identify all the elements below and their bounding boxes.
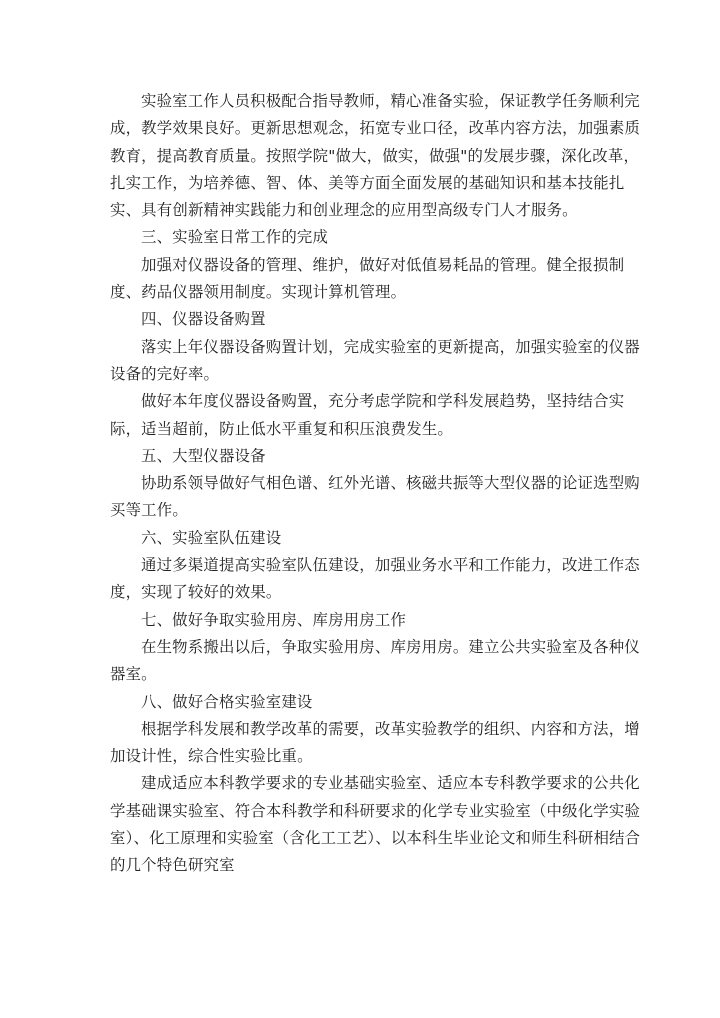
paragraph (110, 252, 625, 307)
paragraph (110, 334, 640, 389)
text-line: 落实上年仪器设备购置计划，完成实验室的更新提高，加强实验室的仪器 (141, 337, 640, 356)
text-line: 加强对仪器设备的管理、维护，做好对低值易耗品的管理。健全报损制 (141, 255, 625, 274)
text-line: 买等工作。 (110, 501, 188, 520)
section-heading (110, 525, 620, 552)
text-line: 实、具有创新精神实践能力和创业理念的应用型高级专门人才服务。 (110, 201, 578, 220)
text-line: 实验室工作人员积极配合指导教师，精心准备实验，保证教学任务顺利完 (141, 92, 640, 110)
text-line: 在生物系搬出以后，争取实验用房、库房用房。建立公共实验室及各种仪 (141, 637, 640, 656)
section-heading (110, 689, 620, 716)
section-heading (110, 306, 620, 333)
paragraph (110, 770, 641, 879)
text-line: 七、做好争取实验用房、库房用房工作 (141, 610, 407, 629)
text-line: 根据学科发展和教学改革的需要，改革实验教学的组织、内容和方法，增 (141, 719, 640, 738)
paragraph (110, 470, 640, 525)
text-line: 教育，提高教育质量。按照学院"做大，做实，做强"的发展步骤，深化改革， (110, 146, 640, 165)
document-body (110, 88, 641, 880)
text-line: 四、仪器设备购置 (141, 310, 266, 329)
text-line: 成，教学效果良好。更新思想观念，拓宽专业口径，改革内容方法，加强素质 (110, 119, 641, 138)
text-line: 建成适应本科教学要求的专业基础实验室、适应本专科教学要求的公共化 (141, 774, 640, 793)
text-line: 扎实工作，为培养德、智、体、美等方面全面发展的基础知识和基本技能扎 (110, 173, 625, 192)
text-line: 通过多渠道提高实验室队伍建设，加强业务水平和工作能力，改进工作态 (141, 556, 640, 575)
text-line: 室）、化工原理和实验室（含化工工艺）、以本科生毕业论文和师生科研相结合 (110, 829, 641, 848)
section-heading (110, 443, 620, 470)
text-line: 三、实验室日常工作的完成 (141, 228, 329, 247)
section-heading (110, 224, 620, 251)
text-line: 器室。 (110, 665, 157, 684)
text-line: 加设计性，综合性实验比重。 (110, 747, 313, 766)
text-line: 八、做好合格实验室建设 (141, 692, 313, 711)
text-line: 五、大型仪器设备 (141, 446, 266, 465)
text-line: 做好本年度仪器设备购置，充分考虑学院和学科发展趋势，坚持结合实 (141, 392, 625, 411)
paragraph (110, 88, 641, 224)
text-line: 的几个特色研究室 (110, 856, 235, 875)
paragraph (110, 716, 640, 771)
paragraph (110, 388, 625, 443)
text-line: 度、药品仪器领用制度。实现计算机管理。 (110, 283, 407, 302)
text-line: 六、实验室队伍建设 (141, 528, 282, 547)
text-line: 际，适当超前，防止低水平重复和积压浪费发生。 (110, 419, 453, 438)
text-line: 设备的完好率。 (110, 364, 220, 383)
text-line: 度，实现了较好的效果。 (110, 583, 282, 602)
section-heading (110, 607, 620, 634)
text-line: 协助系领导做好气相色谱、红外光谱、核磁共振等大型仪器的论证选型购 (141, 474, 640, 493)
paragraph (110, 634, 640, 689)
text-line: 学基础课实验室、符合本科教学和科研要求的化学专业实验室（中级化学实验 (110, 801, 641, 820)
paragraph (110, 552, 640, 607)
